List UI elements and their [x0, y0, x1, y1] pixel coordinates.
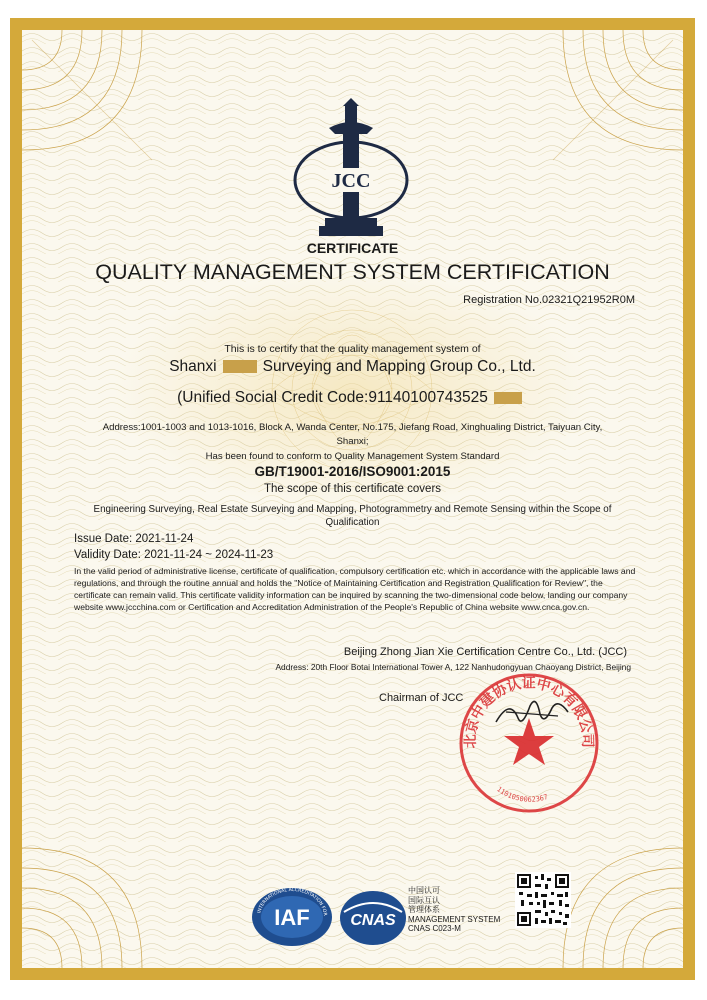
address-line-2: Shanxi;: [336, 436, 369, 447]
issue-date: Issue Date: 2021-11-24: [74, 533, 194, 545]
issuer-address: Address: 20th Floor Botai International Tower A, 122 Nanhudongyuan Chaoyang District, Beijing: [275, 662, 631, 672]
company-suffix: Surveying and Mapping Group Co., Ltd.: [262, 358, 536, 375]
seal-text: 北京中建协认证中心有限公司: [462, 675, 596, 749]
svg-text:1101050062367: [495, 785, 549, 804]
validity-date: Validity Date: 2021-11-24 ~ 2024-11-23: [74, 549, 274, 561]
conform-line: Has been found to conform to Quality Management System Standard: [205, 451, 500, 462]
cnas-cn-line-1: 中国认可: [408, 886, 440, 895]
registration-number: Registration No.02321Q21952R0M: [463, 294, 635, 306]
cnas-cn-line-3: 管理体系: [408, 905, 440, 914]
address-line-1: Address:1001-1003 and 1013-1016, Block A, Wanda Center, No.175, Jiefang Road, Xinghualing District, Taiyuan City,: [102, 422, 603, 433]
cnas-cn-line-2: 国际互认: [408, 895, 440, 905]
cnas-label: CNAS: [350, 912, 396, 929]
company-seal: [454, 668, 604, 818]
logo-text: JCC: [331, 170, 371, 192]
validity-paragraph: In the valid period of administrative license, certificate of qualification, compulsory certification etc. which in accordance with the applicable laws and regulations, and through the routine annual and holds the "Notice of Maintaining Certification and Registration Qualification for Review", the certificate can remain valid. This certificate validity information can be inquired by scanning the two-dimensional code below, landing our company website www.jccchina.com or Certification and Accreditation Administration of the People's Republic of China website www.cnca.gov.cn.: [74, 566, 636, 612]
scope-line-2: Qualification: [325, 517, 380, 528]
seal-number: 1101050062367: [495, 785, 549, 804]
iaf-logo: [250, 886, 334, 948]
certificate-title: QUALITY MANAGEMENT SYSTEM CERTIFICATION: [95, 260, 610, 284]
certify-line: This is to certify that the quality management system of: [224, 343, 481, 355]
certificate-paper: [22, 30, 683, 968]
issuer-name: Beijing Zhong Jian Xie Certification Centre Co., Ltd. (JCC): [343, 646, 627, 658]
standard: GB/T19001-2016/ISO9001:2015: [254, 464, 451, 479]
certificate-label: CERTIFICATE: [306, 240, 399, 256]
company-name: [22, 358, 683, 376]
credit-code: [22, 389, 683, 407]
scope-label: The scope of this certificate covers: [263, 483, 442, 495]
jcc-logo: [289, 98, 413, 240]
cnas-en-line-1: MANAGEMENT SYSTEM: [408, 914, 501, 924]
company-prefix: Shanxi: [169, 358, 217, 375]
credit-code-text: (Unified Social Credit Code:91140100743525: [177, 389, 488, 406]
cnas-logo: [338, 888, 408, 946]
iaf-label: IAF: [274, 905, 310, 930]
qr-code[interactable]: [515, 872, 571, 928]
corner-ornament-top-right: [543, 30, 683, 170]
redacted-block-code: [494, 392, 522, 404]
scope-line-1: Engineering Surveying, Real Estate Surveying and Mapping, Photogrammetry and Remote Sensing within the Scope of: [93, 504, 612, 515]
corner-ornament-bottom-left: [22, 828, 162, 968]
redacted-block: [223, 360, 257, 373]
iaf-ring-text: INTERNATIONAL ACCREDITATION FOR: [257, 887, 328, 917]
cnas-en-line-2: CNAS C023-M: [408, 924, 461, 933]
chairman-label: Chairman of JCC: [379, 692, 464, 704]
cnas-accreditation-text: [408, 886, 500, 934]
corner-ornament-top-left: [22, 30, 162, 170]
